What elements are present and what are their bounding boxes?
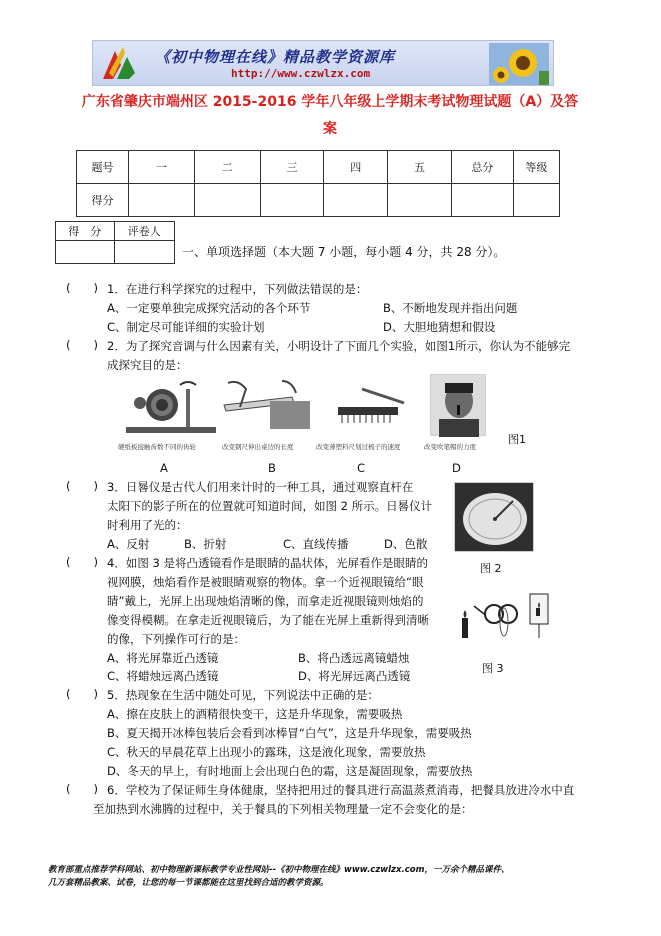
score-header-cell: 二 [194, 151, 260, 184]
score-cell [260, 184, 324, 217]
grader-score-label: 得 分 [56, 222, 115, 241]
q4-stem-cont: 视网膜，烛焰看作是被眼睛观察的物体。拿一个近视眼镜给“眼 [107, 575, 424, 589]
answer-paren: ( ) [66, 338, 98, 352]
score-cell [513, 184, 559, 217]
fig1-caption-a: 硬纸板接触齿数不同的齿轮 [118, 443, 196, 451]
score-header-row [77, 151, 560, 184]
q5-stem: 5．热现象在生活中随处可见，下列说法中正确的是： [107, 688, 379, 702]
fig1-caption-b: 改变钢尺伸出桌边的长度 [222, 443, 294, 451]
document-title: 广东省肇庆市端州区 2015-2016 学年八年级上学期末考试物理试题（A）及答 [81, 94, 579, 110]
q5-option-b: B、夏天揭开冰棒包装后会看到冰棒冒“白气”，这是升华现象，需要吸热 [107, 726, 472, 740]
sunflower-icon [489, 43, 549, 85]
q4-stem-cont2: 睛”戴上，光屏上出现烛焰清晰的像，而拿走近视眼镜则烛焰的 [107, 594, 424, 608]
q4-stem-cont3: 像变得模糊。在拿走近视眼镜后，为了能在光屏上重新得到清晰 [107, 613, 429, 627]
q5-option-a: A、擦在皮肤上的酒精很快变干，这是升华现象，需要吸热 [107, 707, 403, 721]
score-header-cell: 一 [129, 151, 195, 184]
figure-3-label: 图 3 [482, 662, 504, 675]
q1-option-a: A、一定要单独完成探究活动的各个环节 [107, 301, 311, 315]
footer-line-2: 几万套精品教案、试卷，让您的每一节课都能在这里找到合适的教学资源。 [48, 878, 329, 888]
grader-name-cell [114, 241, 174, 264]
fig1-label-a: A [160, 461, 168, 475]
fig1-label-b: B [268, 461, 276, 475]
q1-stem: 1．在进行科学探究的过程中，下列做法错误的是： [107, 282, 368, 296]
score-table [76, 150, 560, 217]
score-header-cell: 等级 [513, 151, 559, 184]
q2-stem: 2．为了探究音调与什么因素有关，小明设计了下面几个实验，如图1所示，你认为不能够完 [107, 339, 571, 353]
q4-option-c: C、将蜡烛远离凸透镜 [107, 669, 219, 683]
q4-stem: 4．如图 3 是将凸透镜看作是眼睛的晶状体，光屏看作是眼睛的 [107, 556, 428, 570]
footer-line-1: 教育部重点推荐学科网站、初中物理新课标教学专业性网站--《初中物理在线》www.czwlzx.com，一万余个精品课件、 [48, 865, 510, 875]
q6-stem: 6．学校为了保证师生身体健康，坚持把用过的餐具进行高温蒸煮消毒，把餐具放进冷水中直 [107, 783, 575, 797]
q3-stem-cont: 太阳下的影子所在的位置就可知道时间，如图 2 所示。日晷仪计 [107, 499, 433, 513]
sundial-photo [454, 482, 534, 552]
answer-paren: ( ) [66, 687, 98, 701]
score-cell [451, 184, 513, 217]
q1-option-b: B、不断地发现并指出问题 [383, 301, 518, 315]
q2-stem-cont: 成探究目的是： [107, 358, 188, 372]
score-header-cell: 总分 [451, 151, 513, 184]
figure-1-label: 图1 [508, 433, 526, 446]
q3-option-d: D、色散 [384, 537, 428, 551]
answer-paren: ( ) [66, 555, 98, 569]
q3-option-a: A、反射 [107, 537, 150, 551]
score-row-label: 得分 [77, 184, 129, 217]
header-banner [92, 40, 554, 86]
q3-option-c: C、直线传播 [283, 537, 349, 551]
score-value-row [77, 184, 560, 217]
q1-option-c: C、制定尽可能详细的实验计划 [107, 320, 265, 334]
score-header-cell: 四 [324, 151, 388, 184]
score-cell [129, 184, 195, 217]
score-header-cell: 三 [260, 151, 324, 184]
fig1-label-c: C [357, 461, 366, 475]
section-heading: 一、单项选择题（本大题 7 小题，每小题 4 分，共 28 分）。 [182, 245, 506, 259]
q1-option-d: D、大胆地猜想和假设 [383, 320, 496, 334]
grader-table [55, 221, 175, 264]
q5-option-d: D、冬天的早上，有时地面上会出现白色的霜，这是凝固现象，需要放热 [107, 764, 473, 778]
score-cell [324, 184, 388, 217]
answer-paren: ( ) [66, 281, 98, 295]
q4-option-d: D、将光屏远离凸透镜 [298, 669, 411, 683]
answer-paren: ( ) [66, 479, 98, 493]
sundial-icon [455, 483, 535, 553]
q4-option-a: A、将光屏靠近凸透镜 [107, 651, 219, 665]
fig1-label-d: D [452, 461, 461, 475]
document-title-cont: 案 [323, 121, 337, 137]
banner-title: 《初中物理在线》精品教学资源库 [155, 48, 396, 66]
q4-option-b: B、将凸透远离镜蜡烛 [298, 651, 410, 665]
comb-experiment-image [332, 385, 408, 429]
answer-paren: ( ) [66, 782, 98, 796]
boy-face-icon [431, 375, 487, 437]
gear-experiment-image [122, 375, 222, 437]
boy-blowing-pen-photo [430, 374, 486, 436]
banner-url[interactable]: http://www.czwlzx.com [231, 67, 371, 80]
q5-option-c: C、秋天的早晨花草上出现小的露珠，这是液化现象，需要放热 [107, 745, 426, 759]
fig1-caption-c: 改变薄塑料尺划过梳子的速度 [316, 443, 401, 451]
grader-score-cell [56, 241, 115, 264]
q3-stem-cont2: 时利用了光的： [107, 518, 188, 532]
figure-2-label: 图 2 [480, 562, 502, 575]
q3-option-b: B、折射 [184, 537, 227, 551]
q3-stem: 3．日晷仪是古代人们用来计时的一种工具，通过观察直杆在 [107, 480, 414, 494]
score-header-cell: 五 [388, 151, 452, 184]
grader-name-label: 评卷人 [114, 222, 174, 241]
lens-candle-diagram [444, 588, 556, 652]
site-logo-icon [99, 43, 143, 83]
score-cell [194, 184, 260, 217]
fig1-caption-d: 改变吹笔帽的力度 [424, 443, 476, 451]
ruler-experiment-image [222, 375, 314, 437]
q4-stem-cont4: 的像，下列操作可行的是： [107, 632, 245, 646]
score-header-cell: 题号 [77, 151, 129, 184]
score-cell [388, 184, 452, 217]
q6-stem-cont: 至加热到水沸腾的过程中，关于餐具的下列相关物理量一定不会变化的是： [93, 802, 473, 816]
